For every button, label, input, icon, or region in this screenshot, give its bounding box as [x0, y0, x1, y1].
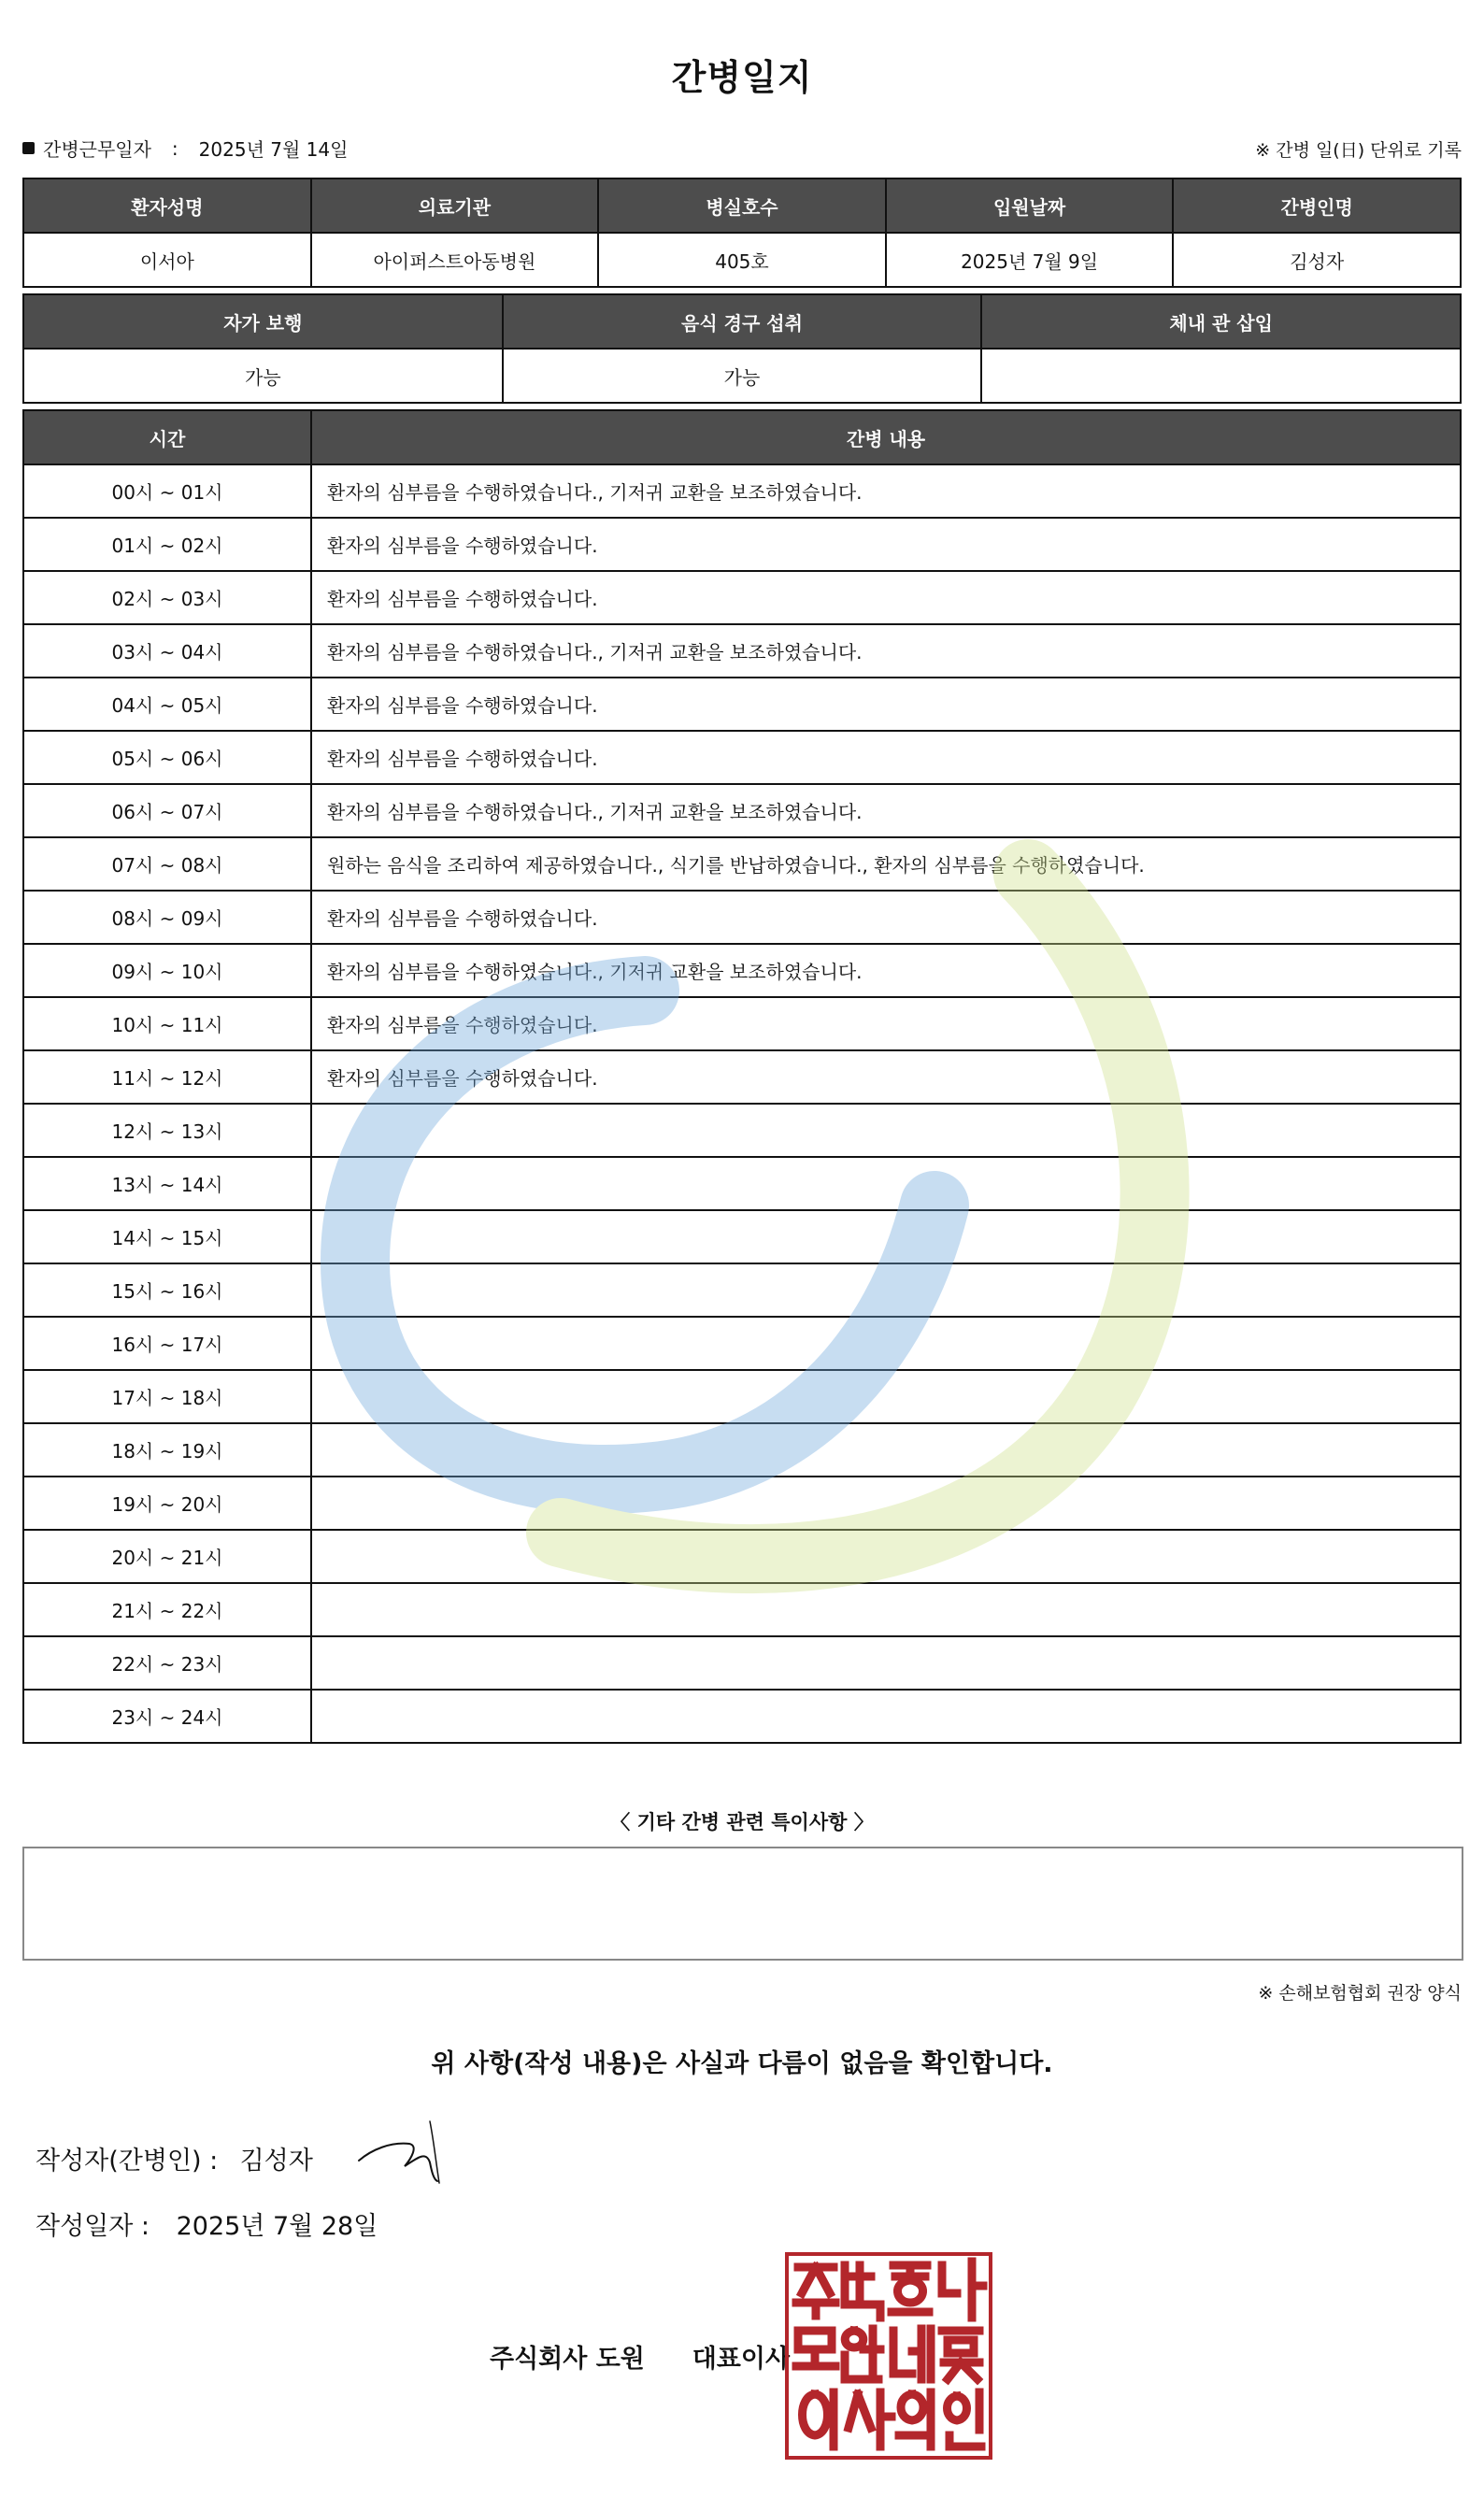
- company-role: 대표이사: [692, 2345, 791, 2374]
- time-slot: 21시 ~ 22시: [23, 1583, 311, 1636]
- header-patient-name: 환자성명: [23, 178, 311, 233]
- remarks-box: [22, 1847, 1463, 1961]
- care-content: 환자의 심부름을 수행하였습니다., 기저귀 교환을 보조하였습니다.: [311, 784, 1461, 837]
- time-slot: 22시 ~ 23시: [23, 1636, 311, 1690]
- time-slot: 02시 ~ 03시: [23, 571, 311, 624]
- time-slot: 18시 ~ 19시: [23, 1423, 311, 1477]
- table-row: [23, 997, 1461, 1050]
- header-self-walking: 자가 보행: [23, 294, 503, 349]
- writer-line: [36, 2140, 313, 2176]
- writer-name: 김성자: [239, 2147, 313, 2176]
- care-content: [311, 1423, 1461, 1477]
- room-number: 405호: [598, 233, 886, 287]
- care-log-table: [22, 409, 1462, 1744]
- table-row: [23, 1370, 1461, 1423]
- table-row: [23, 1477, 1461, 1530]
- table-row: [23, 1104, 1461, 1157]
- signature: [353, 2114, 456, 2189]
- self-walking-value: 가능: [23, 349, 503, 403]
- header-care-content: 간병 내용: [311, 410, 1461, 464]
- header-admission-date: 입원날짜: [886, 178, 1174, 233]
- care-content: 환자의 심부름을 수행하였습니다., 기저귀 교환을 보조하였습니다.: [311, 624, 1461, 678]
- time-slot: 17시 ~ 18시: [23, 1370, 311, 1423]
- care-content: 환자의 심부름을 수행하였습니다.: [311, 571, 1461, 624]
- table-row: [23, 1636, 1461, 1690]
- care-content: 환자의 심부름을 수행하였습니다., 기저귀 교환을 보조하였습니다.: [311, 464, 1461, 518]
- record-note: ※ 간병 일(日) 단위로 기록: [1255, 140, 1462, 161]
- table-row: [23, 464, 1461, 518]
- patient-status-table: [22, 293, 1462, 404]
- care-content: 환자의 심부름을 수행하였습니다.: [311, 518, 1461, 571]
- care-content: 환자의 심부름을 수행하였습니다.: [311, 891, 1461, 944]
- table-row: [23, 1530, 1461, 1583]
- seal-glyphs: [789, 2256, 989, 2456]
- time-slot: 09시 ~ 10시: [23, 944, 311, 997]
- time-slot: 11시 ~ 12시: [23, 1050, 311, 1104]
- time-slot: 07시 ~ 08시: [23, 837, 311, 891]
- table-row: [23, 678, 1461, 731]
- oral-intake-value: 가능: [503, 349, 982, 403]
- table-row: [23, 1583, 1461, 1636]
- written-date-label: 작성일자 :: [36, 2212, 150, 2241]
- care-content: 환자의 심부름을 수행하였습니다.: [311, 997, 1461, 1050]
- table-row: [23, 1263, 1461, 1317]
- time-slot: 08시 ~ 09시: [23, 891, 311, 944]
- header-oral-intake: 음식 경구 섭취: [503, 294, 982, 349]
- table-row: [23, 891, 1461, 944]
- company-name: 주식회사 도원: [490, 2345, 645, 2374]
- header-hospital: 의료기관: [311, 178, 599, 233]
- care-content: 환자의 심부름을 수행하였습니다.: [311, 1050, 1461, 1104]
- care-content: 환자의 심부름을 수행하였습니다., 기저귀 교환을 보조하였습니다.: [311, 944, 1461, 997]
- care-content: [311, 1157, 1461, 1210]
- header-time: 시간: [23, 410, 311, 464]
- work-date-separator: :: [171, 136, 178, 160]
- table-row: [23, 837, 1461, 891]
- header-caregiver: 간병인명: [1173, 178, 1461, 233]
- tube-insertion-value: [981, 349, 1461, 403]
- care-content: [311, 1317, 1461, 1370]
- table-row: [23, 731, 1461, 784]
- time-slot: 04시 ~ 05시: [23, 678, 311, 731]
- table-row: [23, 784, 1461, 837]
- header-room: 병실호수: [598, 178, 886, 233]
- time-slot: 23시 ~ 24시: [23, 1690, 311, 1743]
- care-content: [311, 1690, 1461, 1743]
- document-title: 간병일지: [671, 57, 813, 98]
- care-content: [311, 1104, 1461, 1157]
- table-row: [23, 1317, 1461, 1370]
- company-seal-stamp: [785, 2252, 992, 2460]
- care-content: [311, 1263, 1461, 1317]
- confirmation-statement: 위 사항(작성 내용)은 사실과 다름이 없음을 확인합니다.: [431, 2049, 1053, 2078]
- admission-date: 2025년 7월 9일: [886, 233, 1174, 287]
- table-row: [23, 571, 1461, 624]
- work-date-label: 간병근무일자: [43, 138, 151, 161]
- written-date-line: [36, 2205, 378, 2242]
- care-content: [311, 1583, 1461, 1636]
- work-date-value: 2025년 7월 14일: [198, 138, 349, 161]
- table-row: [23, 624, 1461, 678]
- care-content: [311, 1370, 1461, 1423]
- table-row: [23, 1050, 1461, 1104]
- patient-name: 이서아: [23, 233, 311, 287]
- care-content: 원하는 음식을 조리하여 제공하였습니다., 식기를 반납하였습니다., 환자의 심부름을 수행하였습니다.: [311, 837, 1461, 891]
- company-signoff: [490, 2338, 790, 2375]
- time-slot: 10시 ~ 11시: [23, 997, 311, 1050]
- table-row: [23, 1157, 1461, 1210]
- time-slot: 13시 ~ 14시: [23, 1157, 311, 1210]
- bullet-square-icon: [22, 142, 35, 154]
- table-row: [23, 1690, 1461, 1743]
- hospital-name: 아이퍼스트아동병원: [311, 233, 599, 287]
- writer-label: 작성자(간병인) :: [36, 2147, 219, 2176]
- header-tube-insertion: 체내 관 삽입: [981, 294, 1461, 349]
- time-slot: 01시 ~ 02시: [23, 518, 311, 571]
- care-content: [311, 1530, 1461, 1583]
- remarks-title: 〈 기타 간병 관련 특이사항 〉: [610, 1811, 874, 1834]
- written-date-value: 2025년 7월 28일: [176, 2212, 378, 2241]
- time-slot: 06시 ~ 07시: [23, 784, 311, 837]
- care-content: [311, 1636, 1461, 1690]
- table-row: [23, 1210, 1461, 1263]
- time-slot: 00시 ~ 01시: [23, 464, 311, 518]
- time-slot: 20시 ~ 21시: [23, 1530, 311, 1583]
- time-slot: 14시 ~ 15시: [23, 1210, 311, 1263]
- time-slot: 15시 ~ 16시: [23, 1263, 311, 1317]
- table-row: [23, 1423, 1461, 1477]
- table-row: [23, 518, 1461, 571]
- care-content: 환자의 심부름을 수행하였습니다.: [311, 731, 1461, 784]
- time-slot: 16시 ~ 17시: [23, 1317, 311, 1370]
- time-slot: 03시 ~ 04시: [23, 624, 311, 678]
- care-content: [311, 1210, 1461, 1263]
- patient-info-table: [22, 178, 1462, 288]
- table-row: [23, 944, 1461, 997]
- time-slot: 19시 ~ 20시: [23, 1477, 311, 1530]
- time-slot: 05시 ~ 06시: [23, 731, 311, 784]
- caregiver-name: 김성자: [1173, 233, 1461, 287]
- time-slot: 12시 ~ 13시: [23, 1104, 311, 1157]
- work-date: [22, 135, 348, 162]
- care-content: [311, 1477, 1461, 1530]
- form-footnote: ※ 손해보험협회 권장 양식: [1258, 1983, 1462, 2004]
- care-content: 환자의 심부름을 수행하였습니다.: [311, 678, 1461, 731]
